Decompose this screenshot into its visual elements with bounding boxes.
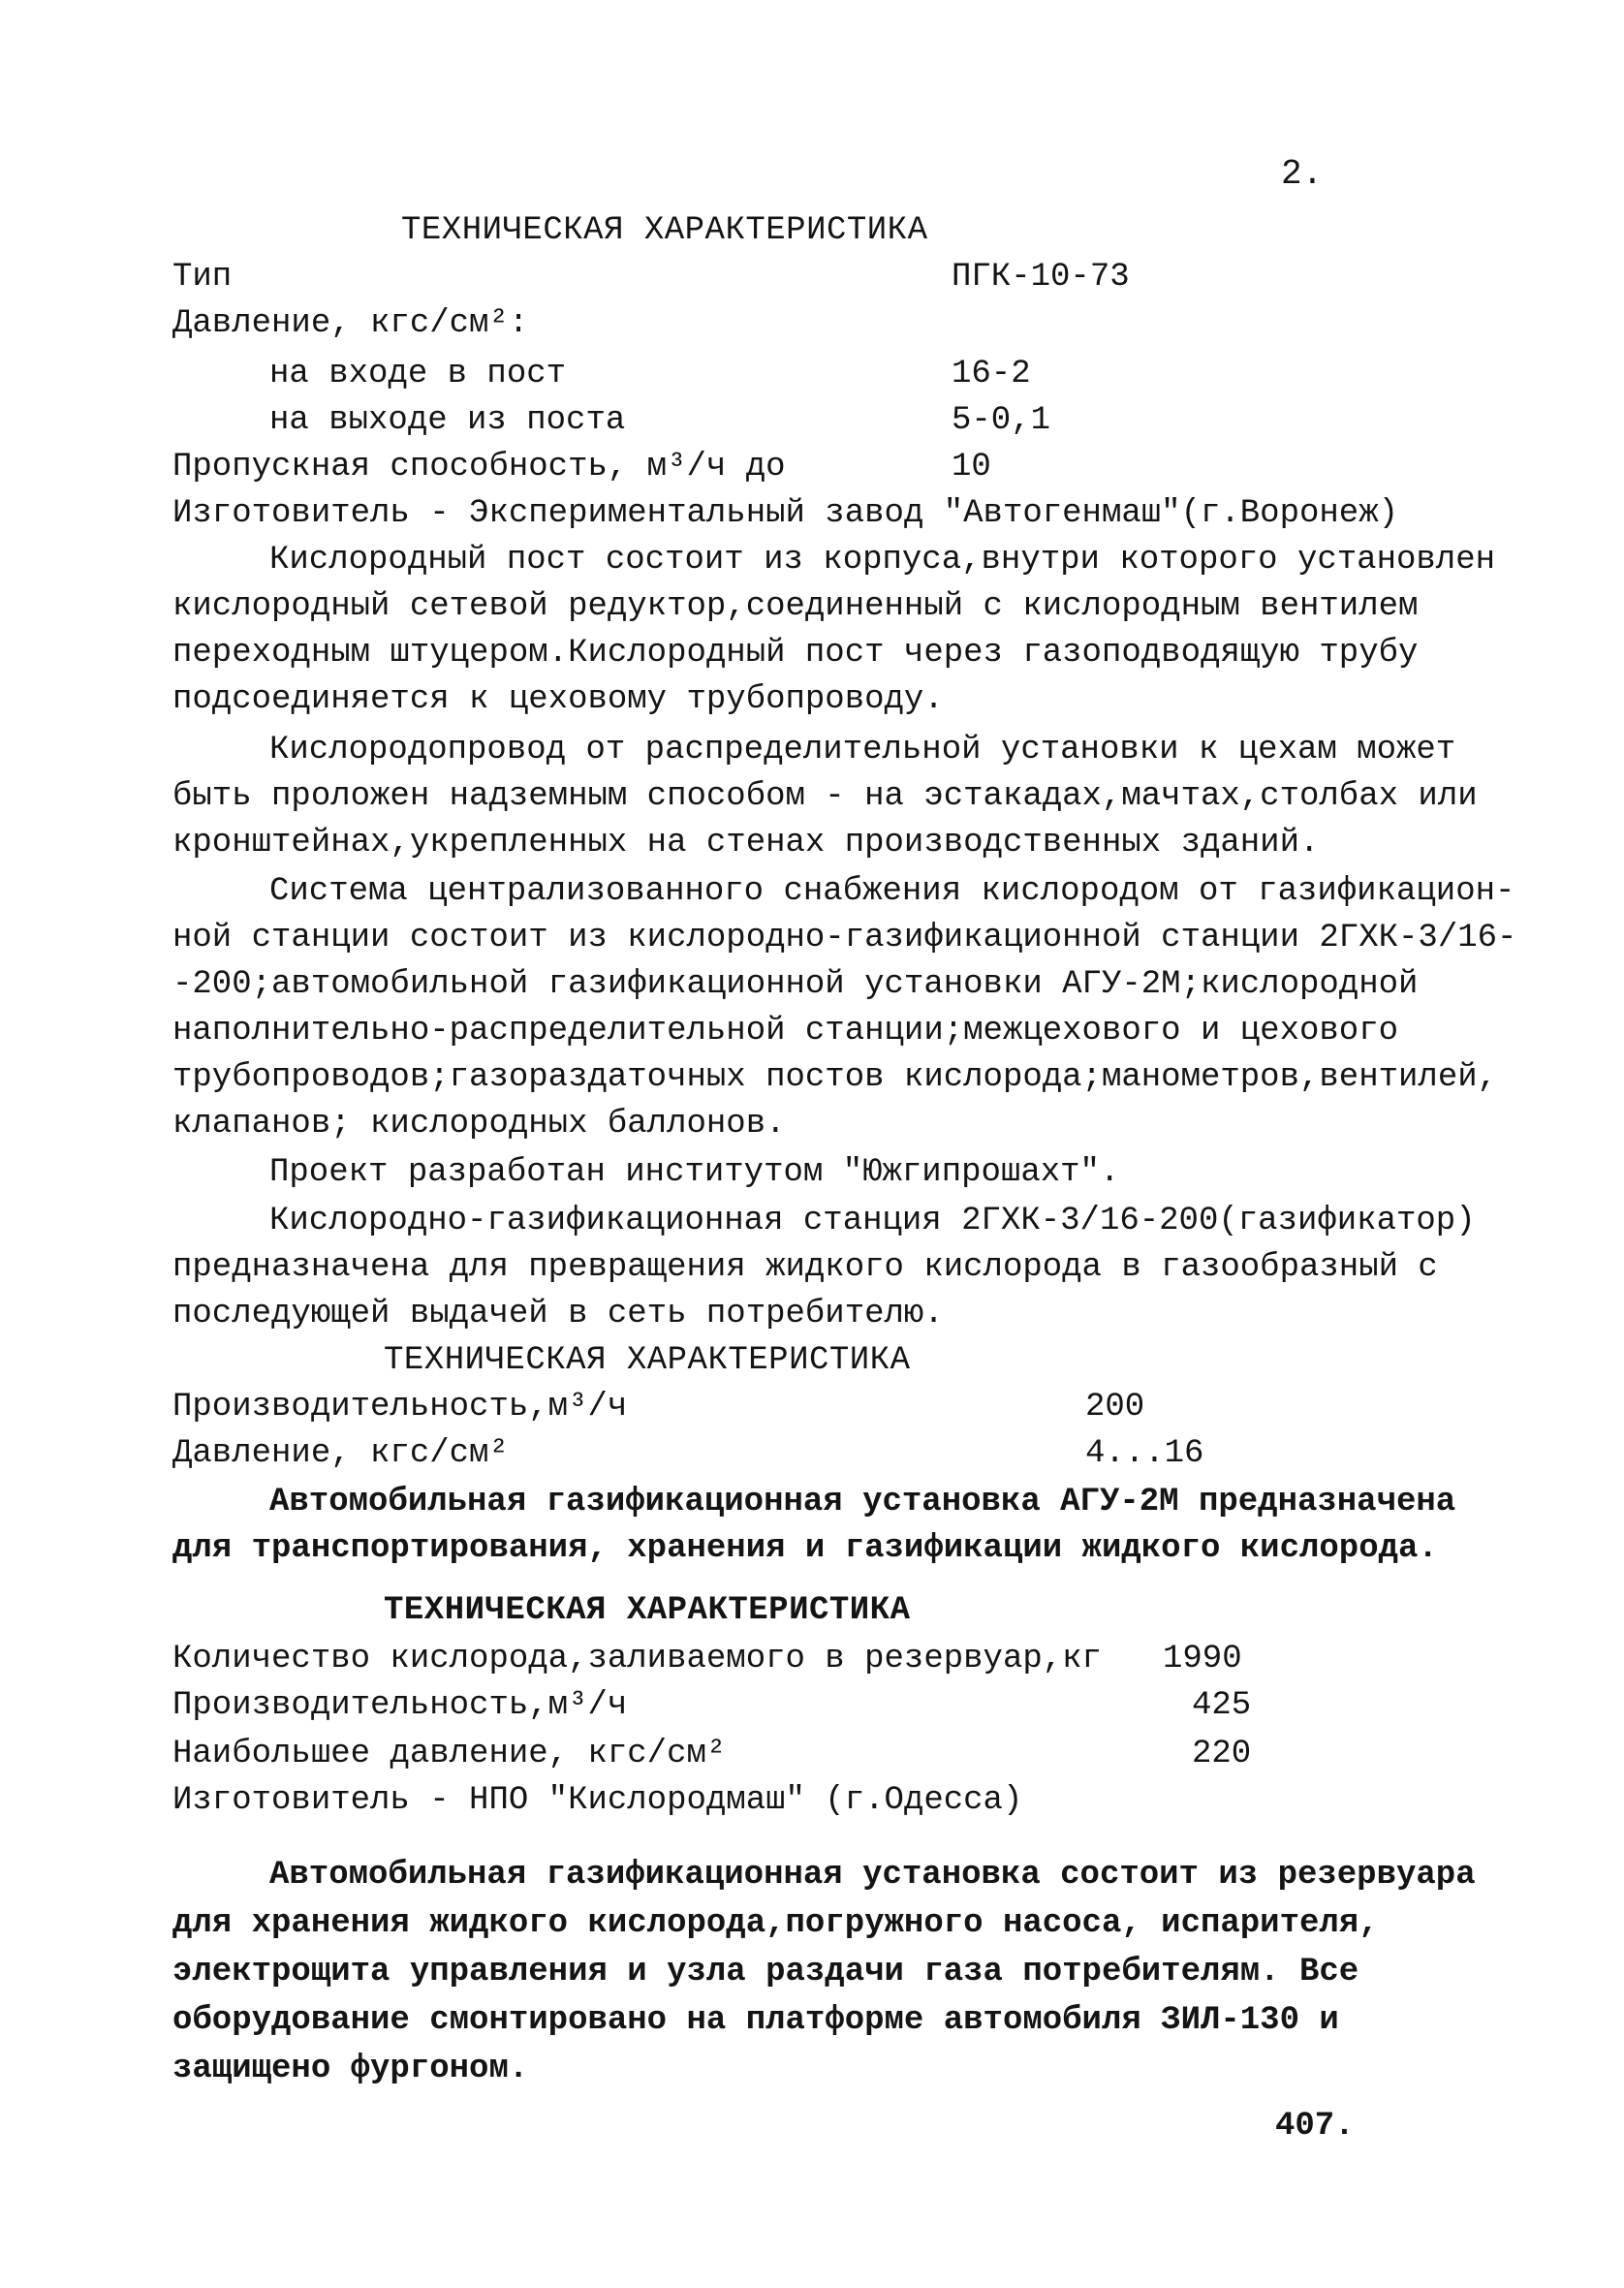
paragraph-line: защищено фургоном. (172, 2051, 529, 2087)
paragraph-line: Проект разработан институтом "Южгипрошахт". (269, 1154, 1120, 1191)
spec3-value-productivity: 425 (1192, 1687, 1252, 1724)
paragraph-line: для хранения жидкого кислорода,погружного насоса, испарителя, (172, 1905, 1379, 1942)
footer-number: 407. (1275, 2108, 1355, 2145)
paragraph-gasification-station (172, 1198, 1529, 1337)
page-number: 2. (1281, 154, 1324, 194)
paragraph-line: Кислородный пост состоит из корпуса,внутри которого установлен (269, 542, 1496, 579)
paragraph-line: оборудование смонтировано на платформе автомобиля ЗИЛ-130 и (172, 2002, 1339, 2039)
paragraph-line: кислородный сетевой редуктор,соединенный с кислородным вентилем (172, 588, 1419, 625)
paragraph-pipeline (172, 727, 1529, 866)
paragraph-line: Кислородно-газификационная станция 2ГХК-3/16-200(газификатор) (269, 1203, 1476, 1239)
paragraph-system (172, 868, 1529, 1147)
paragraph-line: Автомобильная газификационная установка АГУ-2М предназначена (269, 1484, 1456, 1520)
paragraph-line: клапанов; кислородных баллонов. (172, 1106, 786, 1143)
spec-heading-1: ТЕХНИЧЕСКАЯ ХАРАКТЕРИСТИКА (401, 212, 928, 249)
spec1-label-capacity: Пропускная способность, м³/ч до (172, 449, 786, 486)
paragraph-oxygen-post (172, 537, 1529, 723)
paragraph-line: подсоединяется к цеховому трубопроводу. (172, 681, 944, 718)
spec1-manufacturer: Изготовитель - Экспериментальный завод "Автогенмаш"(г.Воронеж) (172, 495, 1399, 532)
paragraph-project (172, 1149, 1529, 1196)
paragraph-line: электрощита управления и узла раздачи газа потребителям. Все (172, 1954, 1359, 1990)
paragraph-line: быть проложен надземным способом - на эстакадах,мачтах,столбах или (172, 778, 1478, 815)
spec-heading-3: ТЕХНИЧЕСКАЯ ХАРАКТЕРИСТИКА (384, 1592, 911, 1629)
spec3-label-pressure: Наибольшее давление, кгс/см² (172, 1736, 727, 1772)
paragraph-line: Кислородопровод от распределительной установки к цехам может (269, 732, 1456, 768)
spec-heading-2: ТЕХНИЧЕСКАЯ ХАРАКТЕРИСТИКА (384, 1342, 911, 1379)
paragraph-line: переходным штуцером.Кислородный пост через газоподводящую трубу (172, 635, 1419, 672)
spec2-label-productivity: Производительность,м³/ч (172, 1389, 628, 1426)
paragraph-line: ной станции состоит из кислородно-газификационной станции 2ГХК-3/16- (172, 920, 1517, 956)
spec1-value-outlet: 5-0,1 (952, 402, 1051, 439)
paragraph-line: Автомобильная газификационная установка состоит из резервуара (269, 1857, 1476, 1894)
spec1-label-pressure: Давление, кгс/см²: (172, 305, 529, 342)
spec3-value-quantity: 1990 (1163, 1641, 1242, 1677)
paragraph-line: Система централизованного снабжения кислородом от газификацион- (269, 873, 1515, 910)
paragraph-line: для транспортирования, хранения и газификации жидкого кислорода. (172, 1530, 1438, 1567)
spec2-value-productivity: 200 (1085, 1389, 1145, 1426)
paragraph-line: кронштейнах,укрепленных на стенах производственных зданий. (172, 825, 1320, 862)
spec2-value-pressure: 4...16 (1085, 1435, 1204, 1472)
paragraph-line: наполнительно-распределительной станции;межцехового и цехового (172, 1013, 1399, 1050)
spec3-label-quantity: Количество кислорода,заливаемого в резервуар,кг (172, 1641, 1102, 1677)
spec1-value-capacity: 10 (952, 449, 991, 486)
spec1-label-inlet: на входе в пост (269, 356, 567, 392)
paragraph-line: последующей выдачей в сеть потребителю. (172, 1296, 944, 1332)
spec1-label-type: Тип (172, 259, 233, 296)
paragraph-agu-composition (172, 1851, 1529, 2093)
spec1-label-outlet: на выходе из поста (269, 402, 626, 439)
paragraph-agu (172, 1479, 1529, 1572)
paragraph-line: -200;автомобильной газификационной установки АГУ-2М;кислородной (172, 966, 1419, 1003)
spec1-value-type: ПГК-10-73 (952, 259, 1130, 296)
spec3-label-productivity: Производительность,м³/ч (172, 1687, 628, 1724)
spec3-manufacturer: Изготовитель - НПО "Кислородмаш" (г.Одесса) (172, 1782, 1023, 1819)
spec2-label-pressure: Давление, кгс/см² (172, 1435, 509, 1472)
spec3-value-pressure: 220 (1192, 1736, 1252, 1772)
paragraph-line: трубопроводов;газораздаточных постов кислорода;манометров,вентилей, (172, 1059, 1498, 1096)
paragraph-line: предназначена для превращения жидкого кислорода в газообразный с (172, 1249, 1438, 1286)
spec1-value-inlet: 16-2 (952, 356, 1031, 392)
